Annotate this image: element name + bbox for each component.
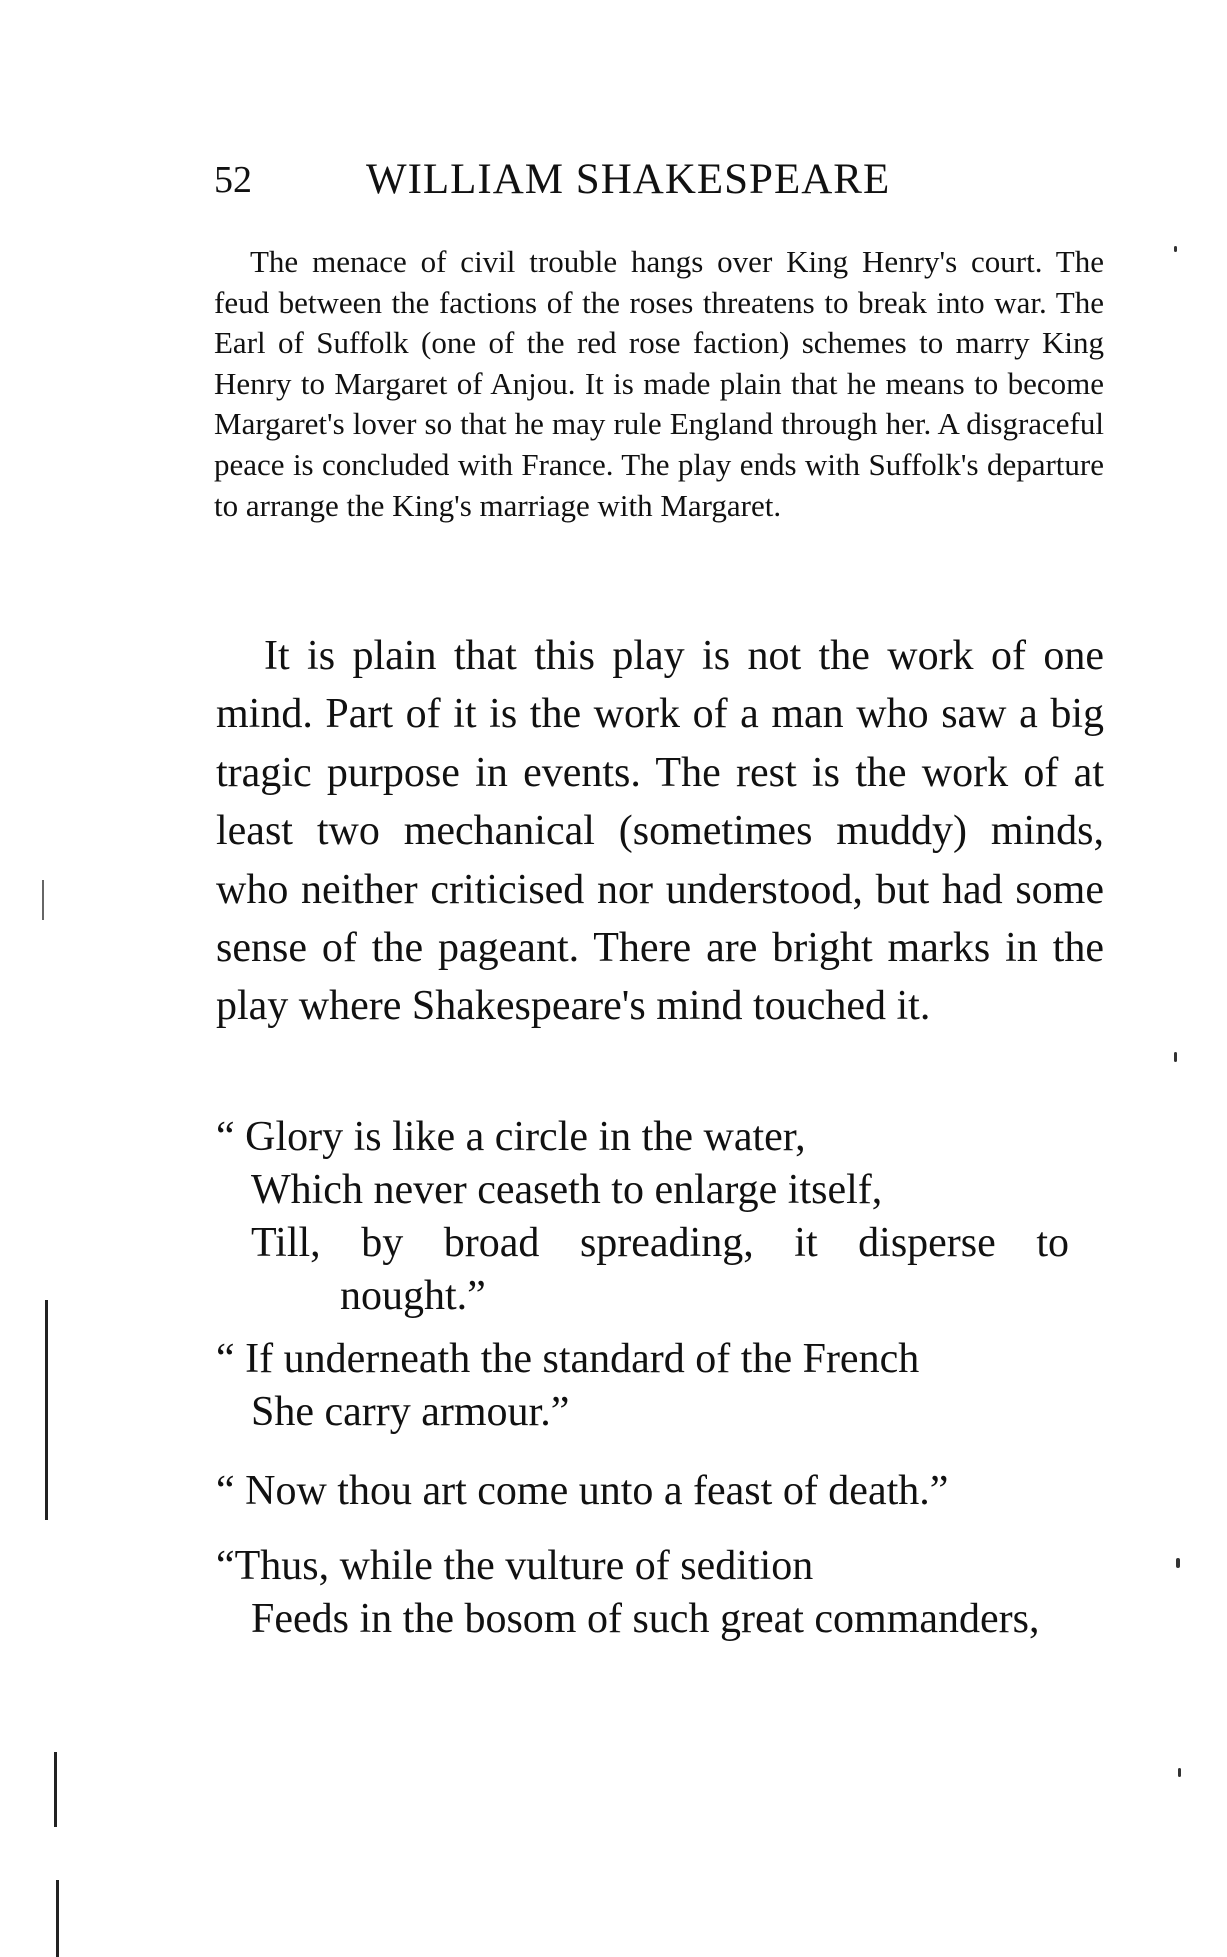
quotation-glory: [216, 1111, 1069, 1323]
quotation-vulture: [216, 1540, 1039, 1646]
quote-line: “ Glory is like a circle in the water,: [216, 1114, 806, 1160]
scan-edge-mark: [56, 1880, 59, 1957]
quotation-armour: [216, 1333, 919, 1439]
quote-line: “ If underneath the standard of the French: [216, 1336, 920, 1382]
scan-speck: [1174, 246, 1177, 252]
scan-edge-mark: [54, 1752, 57, 1827]
scan-speck: [1176, 1558, 1180, 1568]
quotation-feast-of-death: [216, 1465, 948, 1518]
quote-line: She carry armour.”: [251, 1389, 570, 1435]
quote-line: nought.”: [340, 1273, 486, 1319]
quote-line: “ Now thou art come unto a feast of death.”: [216, 1468, 949, 1514]
body-paragraph: It is plain that this play is not the work of one mind. Part of it is the work of a man who saw a big tragic purpose in events. The rest is the work of at least two mechanical (sometimes muddy) minds, who neither criticised nor understood, but had some sense of the pageant. There are bright marks in the play where Shakespeare's mind touched it.: [216, 633, 1104, 1030]
plot-summary-paragraph: The menace of civil trouble hangs over King Henry's court. The feud between the factions of the roses threatens to break into war. The Earl of Suffolk (one of the red rose faction) schemes to marry King Henry to Margaret of Anjou. It is made plain that he means to become Margaret's lover so that he may rule England through her. A disgraceful peace is concluded with France. The play ends with Suffolk's departure to arrange the King's marriage with Margaret.: [214, 244, 1104, 523]
scan-speck: [1174, 1052, 1177, 1062]
quote-line: “Thus, while the vulture of sedition: [216, 1543, 814, 1589]
scan-edge-mark: [42, 880, 44, 920]
scan-speck: [1178, 1768, 1181, 1777]
running-title: WILLIAM SHAKESPEARE: [366, 156, 891, 203]
quote-line: Which never ceaseth to enlarge itself,: [251, 1167, 883, 1213]
scan-edge-mark: [45, 1300, 48, 1520]
page-header: [214, 152, 1114, 212]
page-number: 52: [214, 159, 252, 201]
quote-line: Till, by broad spreading, it disperse to: [251, 1220, 1069, 1266]
quote-line: Feeds in the bosom of such great commanders,: [251, 1596, 1040, 1642]
